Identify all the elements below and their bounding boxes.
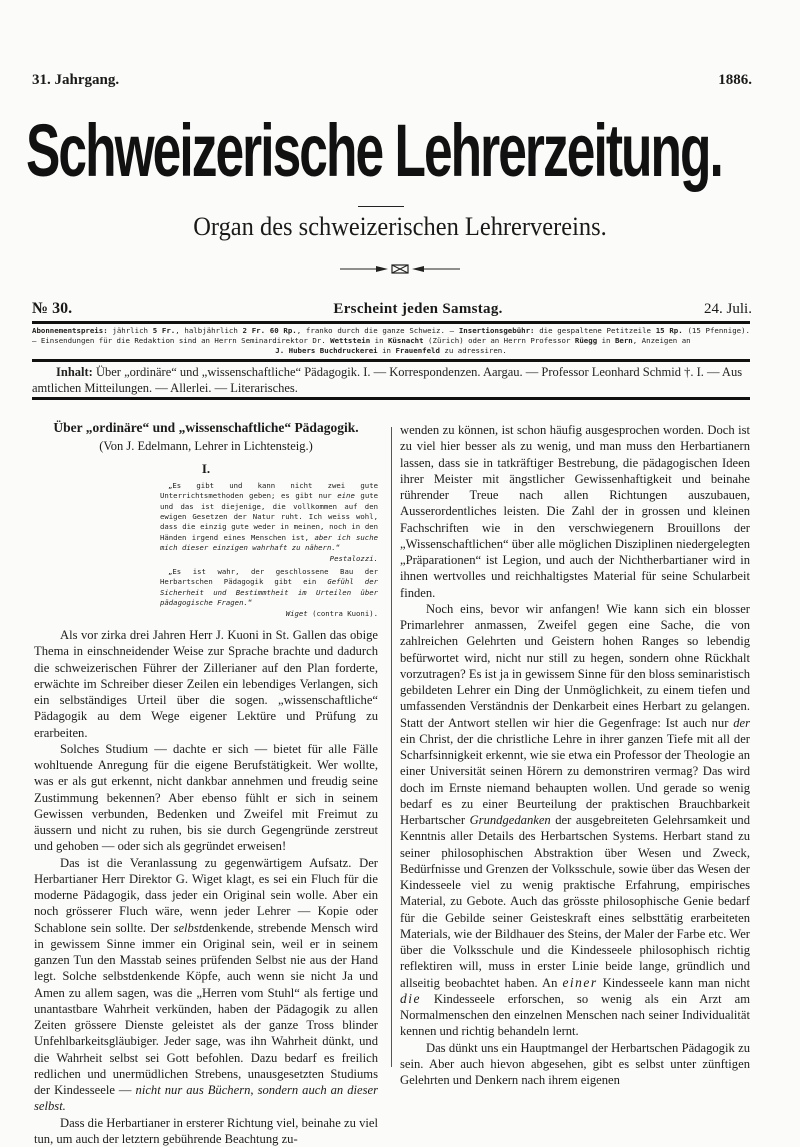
- article-author: (Von J. Edelmann, Lehrer in Lichtensteig.): [99, 439, 313, 454]
- title-underline: [358, 206, 404, 207]
- emphasis: sondern auch an dieser selbst.: [34, 1083, 379, 1114]
- motto-wiget: [160, 567, 378, 619]
- subscription-label: Abonnementspreis:: [32, 326, 108, 335]
- emphasis: Grundgedanken: [469, 813, 551, 827]
- paragraph: Als vor zirka drei Jahren Herr J. Kuoni in St. Gallen das obige Thema in einschneidender Weise zur Sprache brachte und dadurch die schweizerischen Führer der Zillerianer auf den Plan forderte, erwächte im Schreiber dieser Zeilen ein lebendiges Verlangen, sich ein selbständiges Urteil über die sogen. „wissenschaftliche“ Pädagogik au dem Wege eigener Lektüre und Prüfung zu erarbeiten.: [34, 628, 378, 740]
- text: in: [597, 336, 615, 345]
- text: , halbjährlich: [175, 326, 243, 335]
- issue-number: № 30.: [32, 300, 73, 317]
- paragraph: Dass die Herbartianer in ersterer Richtung viel, beinahe zu viel tun, um auch der letztern gebührende Beachtung zu-: [34, 1115, 378, 1146]
- emphasis: die: [400, 990, 421, 1006]
- text: (15 Pfennige). — Einsendungen für die Redaktion sind an Herrn Seminardirektor Dr.: [32, 326, 751, 345]
- rule-divider: [32, 359, 750, 362]
- text: zu adressiren.: [439, 346, 507, 355]
- insertion-label: Insertionsgebühr:: [458, 326, 535, 335]
- price: 5 Fr.: [152, 326, 176, 335]
- text: “: [247, 598, 253, 608]
- text: (Zürich) oder an Herrn Professor: [423, 336, 575, 345]
- table-of-contents: [32, 364, 750, 396]
- year-label: 1886.: [718, 72, 752, 88]
- printer-line: [32, 346, 750, 356]
- emphasis: nicht nur aus Büchern: [135, 1083, 251, 1098]
- text: , franko durch die ganze Schweiz. —: [296, 326, 459, 335]
- text: denkende, strebende Mensch wird in gewissem Sinne immer ein Original sein, weil er in seinem ganzen Tun den Masstab seines prüfenden Selbst nie aus der Hand legt. Solche selbstdenkende Köpfe, auch wenn sie nicht Ja und Amen zu allem sagen, was die „Herren vom Stuhl“ als fertige und unantastbare Wahrheit verkünden, haben der Pädagogik zu allen Zeiten grössere Dienste geleistet als der ganze Tross blinder Unfehlbarkeitsgläubiger. Jeder sage, was ihn Wahrheit dünkt, und die Wahrheit selbst sei Gott befohlen. Dazu bedarf es freilich redlichen und unermüdlichen Strebens, unausgesetzten Studiums der Kindesseele —: [34, 920, 378, 1098]
- newspaper-subtitle: Organ des schweizerischen Lehrervereins.: [193, 212, 607, 241]
- text: “: [335, 543, 341, 553]
- emphasis: eine: [337, 491, 355, 501]
- masthead-top-line: [32, 72, 752, 89]
- issue-line: [32, 300, 752, 318]
- text: ,: [250, 1083, 258, 1098]
- text: Das ist die Veranlassung zu gegenwärtigem Aufsatz. Der Herbartianer Herr Direktor G. Wiget klagt, es sei ein Fluch für die moderne Pädagogik, dass jeder ein Original sein wolle. Aber ein noch grösserer Fluch wäre, wenn jeder Lehrer — Kopie oder Schablone sein sollte. Der: [34, 855, 378, 935]
- paragraph: Das dünkt uns ein Hauptmangel der Herbartschen Pädagogik zu sein. Aber auch hievon abgesehen, gibt es selbst unter zünftigen Gelehrten und Denkern nach ihrem eigenen: [400, 1040, 750, 1087]
- article-left-column: [34, 420, 378, 1147]
- emphasis: einer: [562, 974, 598, 990]
- text: Kindesseele kann man nicht: [597, 975, 750, 990]
- article-title: Über „ordinäre“ und „wissenschaftliche“ Pädagogik.: [53, 420, 359, 435]
- rule-divider: [32, 321, 750, 324]
- paragraph: wenden zu können, ist schon häufig ausgesprochen worden. Doch ist zu viel hier besser als zu wenig, und man muss den Herbartianern lassen, dass sie in tatkräftiger Bestrebung, die pädagogischen Ideen ihrer Meister mit ängstlicher Gewissenhaftigkeit und beinahe rührender Treue nach allen Richtungen auszubauen, Ausserordentliches leisten. Die Zahl der in grossen und kleinen Fachschriften wie in den verschwiegenern Brouillons der „Wissenschaftlichen“ über alle möglichen Disziplinen niedergelegten „Präparationen“ ist Legion, und auch der Nichtherbartianer wird in ihnen wertvolles und reichhaltigstes Material für seine Schularbeit finden.: [400, 423, 751, 600]
- emphasis: der: [733, 715, 750, 730]
- editor-name: Wettstein: [330, 336, 371, 345]
- ornament-divider-icon: [340, 262, 460, 276]
- text: , Anzeigen an: [632, 336, 691, 345]
- motto-pestalozzi: [160, 481, 378, 564]
- place: Küsnacht: [387, 336, 424, 345]
- editor-name: Rüegg: [574, 336, 598, 345]
- emphasis: aber ich suche mich dieser einzigen wahrhaft zu nähern.: [160, 532, 378, 553]
- issue-frequency: Erscheint jeden Samstag.: [333, 301, 503, 317]
- article-section-number: I.: [201, 460, 211, 476]
- text: jährlich: [107, 326, 153, 335]
- paragraph: [34, 855, 378, 1115]
- text: in: [370, 336, 388, 345]
- article-right-column: [400, 398, 750, 1088]
- column-separator: [391, 427, 392, 1067]
- place: Bern: [614, 336, 633, 345]
- price: 15 Rp.: [655, 326, 683, 335]
- motto-source: Pestalozzi.: [329, 553, 378, 563]
- text: Kindesseele erforschen, so wenig als ein Arzt am Normalmenschen den einzelnen Menschen nach seiner Individualität kennen und richtig behandeln lernt.: [400, 991, 750, 1039]
- emphasis: Gefühl der Sicherheit und Bestimmtheit im Urteilen über pädagogische Fragen.: [160, 577, 378, 608]
- contents-label: Inhalt:: [56, 365, 93, 379]
- text: in: [377, 346, 396, 355]
- issue-date: 24. Juli.: [704, 301, 752, 317]
- text: ein Christ, der die christliche Lehre in ihrer ganzen Tiefe mit all der Scharfsinnigkeit erkennt, wie sie etwa ein Professor der Theologie an einer Universität seinen Hörern zu demonstriren vermag? Das wird doch im Ernste niemand behaupten wollen. Und gerade so wenig bedarf es zu einer Beurteilung der praktischen Brauchbarkeit Herbartscher: [400, 731, 750, 827]
- volume-label: 31. Jahrgang.: [32, 72, 120, 88]
- price: 2 Fr. 60 Rp.: [242, 326, 297, 335]
- text: „Es gibt und kann nicht zwei gute Unterrichtsmethoden geben; es gibt nur: [160, 480, 378, 501]
- emphasis: selbst: [173, 920, 203, 935]
- text: Noch eins, bevor wir anfangen! Wie kann sich ein blosser Primarlehrer anmassen, Zweifel gegen eine Sache, die von zahlreichen Gelehrten und Geistern hohen Ranges so lebendig befürwortet wird, nicht nur still zu hegen, sondern ohne Rückhalt vorzutragen? Es ist ja in gewissem Sinne für den bloss seminaristisch gebildeten Lehrer ein Ding der Unmöglichkeit, zu einem tiefen und umfassenden Verständnis der Denkarbeit eines Herbart zu gelangen. Statt der Antwort stellen wir hier die Gegenfrage: Ist auch nur: [400, 601, 750, 730]
- newspaper-title: Schweizerische Lehrerzeitung.: [26, 108, 722, 192]
- text: die gespaltene Petitzeile: [534, 326, 656, 335]
- text: „Es ist wahr, der geschlossene Bau der Herbartschen Pädagogik gibt ein: [160, 567, 378, 587]
- place: Frauenfeld: [395, 346, 440, 355]
- text: der ausgebreiteten Gelehrsamkeit und Kenntnis aller Details des Herbartschen Systems. Herbart stand zu seiner philosophischen Abstraktion über Wesen und Zweck, Bedürfnisse und Grenzen der Volksschule, sowie über das Wesen der Kindesseele viel zu wenig praktische Erfahrung, empirisches Material, zu Gebote. Auch das grösste philosophische Genie bedarf für die Gebilde seiner Geisteskraft eines selbsttätig erarbeiteten Materials, wie der Bildhauer des Steins, der Maler der Farbe etc. Wer über die Volksschule und die Kindesseele philosophisch richtig reflektiren will, muss in erster Linie beide lange, gründlich und allseitig beobachtet haben. An: [400, 813, 750, 990]
- printer-name: J. Hubers Buchdruckerei: [275, 346, 378, 355]
- source-name: Wiget: [285, 608, 308, 618]
- paragraph: Solches Studium — dachte er sich — bietet für alle Fälle wohltuende Anregung für die eigene Berufstätigkeit. Wer wollte, was er als gut erkennt, nicht dankbar annehmen und freudig seine Zustimmung bekennen? Aber ebenso fühlt er sich in seinem Gewissen verbunden, Bedenken und Zweifel mit Freimut zu äussern und nicht zu ruhen, bis sie durch Gegengründe zerstreut und gehoben — oder sich als gegründet erweisen!: [34, 741, 378, 854]
- contents-text: Über „ordinäre“ und „wissenschaftliche“ Pädagogik. I. — Korrespondenzen. Aargau. — Professor Leonhard Schmid †. I. — Aus amtlichen Mitteilungen. — Allerlei. — Literarisches.: [32, 365, 743, 395]
- motto-source: [160, 609, 378, 619]
- text: (contra Kuoni).: [307, 608, 378, 618]
- text: gute und das ist diejenige, die vollkommen auf den ewigen Gesetzen der Natur ruht. Ich weiss wohl, dass die einzig gute weder in meinen, noch in den Händen irgend eines Menschen ist,: [160, 491, 378, 542]
- subscription-info: [32, 326, 750, 356]
- paragraph: [400, 601, 750, 1040]
